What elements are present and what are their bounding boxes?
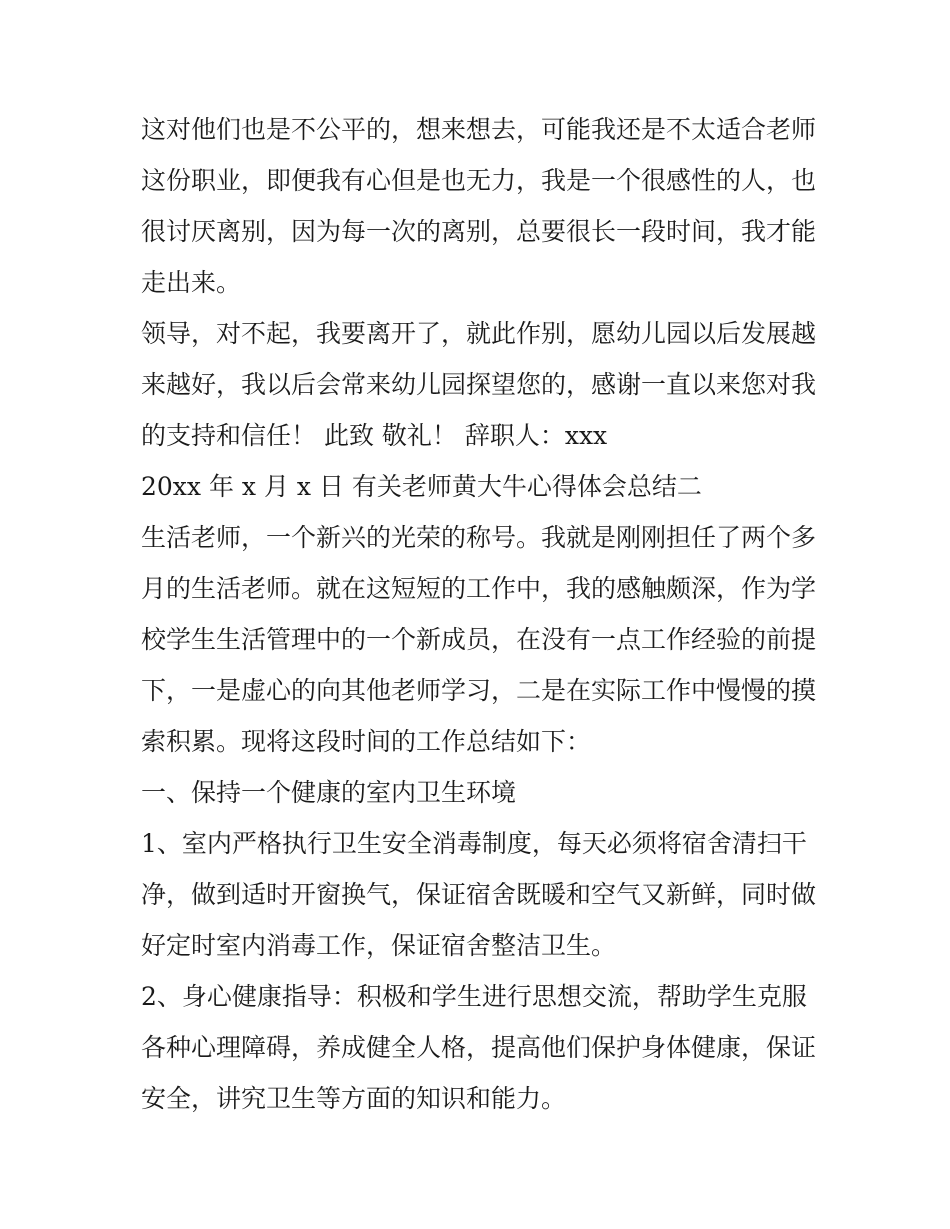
text-line: 校学生生活管理中的一个新成员，在没有一点工作经验的前提 (141, 625, 817, 654)
text-line: 很讨厌离别，因为每一次的离别，总要很长一段时间，我才能 (141, 217, 817, 246)
section-heading: 一、保持一个健康的室内卫生环境 (141, 778, 517, 807)
text-line: 的支持和信任！ 此致 敬礼！ 辞职人：xxx (141, 421, 608, 450)
document-body (141, 104, 821, 1124)
text-line: 20xx 年 x 月 x 日 有关老师黄大牛心得体会总结二 (141, 472, 702, 501)
text-line: 领导，对不起，我要离开了，就此作别，愿幼儿园以后发展越 (141, 319, 817, 348)
text-line: 走出来。 (141, 268, 242, 297)
text-line: 1、室内严格执行卫生安全消毒制度，每天必须将宿舍清扫干 (141, 829, 807, 858)
text-line: 2、身心健康指导：积极和学生进行思想交流，帮助学生克服 (141, 982, 807, 1011)
text-line: 这对他们也是不公平的，想来想去，可能我还是不太适合老师 (141, 115, 817, 144)
text-line: 月的生活老师。就在这短短的工作中，我的感触颇深，作为学 (141, 574, 817, 603)
text-line: 下，一是虚心的向其他老师学习，二是在实际工作中慢慢的摸 (141, 676, 817, 705)
text-line: 各种心理障碍，养成健全人格，提高他们保护身体健康，保证 (141, 1033, 817, 1062)
text-line: 这份职业，即便我有心但是也无力，我是一个很感性的人，也 (141, 166, 817, 195)
text-line: 索积累。现将这段时间的工作总结如下： (141, 727, 592, 756)
text-line: 安全，讲究卫生等方面的知识和能力。 (141, 1084, 567, 1113)
text-line: 生活老师，一个新兴的光荣的称号。我就是刚刚担任了两个多 (141, 523, 817, 552)
text-line: 来越好，我以后会常来幼儿园探望您的，感谢一直以来您对我 (141, 370, 817, 399)
text-line: 净，做到适时开窗换气，保证宿舍既暖和空气又新鲜，同时做 (141, 880, 817, 909)
text-line: 好定时室内消毒工作，保证宿舍整洁卫生。 (141, 931, 617, 960)
